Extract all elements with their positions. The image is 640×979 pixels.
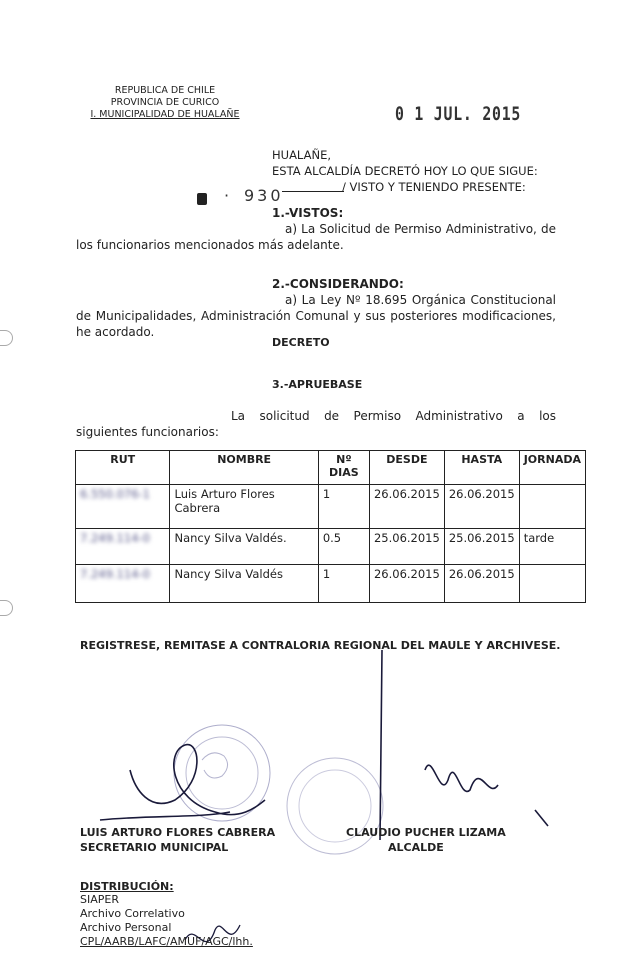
apruebase-heading: 3.-APRUEBASE [272, 378, 363, 391]
col-header-hasta: HASTA [444, 451, 519, 485]
mayor-name: CLAUDIO PUCHER LIZAMA [346, 826, 506, 839]
secretary-signature [100, 745, 265, 820]
table-header-row [76, 451, 586, 485]
considerando-heading: 2.-CONSIDERANDO: [272, 277, 404, 291]
col-header-desde: DESDE [369, 451, 444, 485]
table-row [76, 485, 586, 529]
visto-text: / VISTO Y TENIENDO PRESENTE: [342, 180, 526, 194]
distribucion-item: SIAPER [80, 893, 119, 906]
header-republica: REPUBLICA DE CHILE [114, 85, 216, 96]
permisos-table [75, 450, 586, 603]
distribucion-item: Archivo Personal [80, 921, 172, 934]
col-header-jornada: JORNADA [519, 451, 585, 485]
cell-jornada: tarde [519, 529, 585, 565]
header-municipalidad: I. MUNICIPALIDAD DE HUALAÑE [90, 109, 240, 120]
mayor-signature [380, 650, 548, 840]
decree-number-line [282, 191, 344, 192]
cell-desde: 26.06.2015 [369, 485, 444, 529]
cell-jornada [519, 565, 585, 603]
cell-hasta: 25.06.2015 [444, 529, 519, 565]
decree-mark [197, 193, 207, 205]
cell-rut: 7.249.114-0 [76, 565, 170, 603]
header-provincia: PROVINCIA DE CURICO [110, 97, 220, 108]
decreto-heading: DECRETO [272, 336, 330, 349]
secretary-title: SECRETARIO MUNICIPAL [80, 841, 229, 854]
date-stamp: 0 1 JUL. 2015 [395, 103, 522, 125]
cell-rut: 7.249.114-0 [76, 529, 170, 565]
cell-nombre: Nancy Silva Valdés [170, 565, 318, 603]
decree-number: 930 [244, 186, 284, 205]
vistos-heading: 1.-VISTOS: [272, 206, 344, 220]
place-label: HUALAÑE, [272, 148, 331, 162]
apruebase-text: La solicitud de Permiso Administrativo a los siguientes funcionarios: [76, 409, 556, 439]
considerando-text: a) La Ley Nº 18.695 Orgánica Constitucional de Municipalidades, Administración Comunal y sus posteriores modificaciones, he acordado. [76, 293, 556, 339]
table-row [76, 565, 586, 603]
cell-desde: 26.06.2015 [369, 565, 444, 603]
vistos-text: a) La Solicitud de Permiso Administrativo, de los funcionarios mencionados más adelante. [76, 222, 556, 252]
cell-dias: 0.5 [318, 529, 369, 565]
cell-dias: 1 [318, 485, 369, 529]
decree-prefix: · [224, 186, 230, 205]
closing-text: REGISTRESE, REMITASE A CONTRALORIA REGIONAL DEL MAULE Y ARCHIVESE. [80, 639, 561, 652]
cell-nombre: Luis Arturo Flores Cabrera [170, 485, 318, 529]
distribucion-item: CPL/AARB/LAFC/AMUF/AGC/lhh. [80, 935, 253, 948]
punch-hole [0, 330, 13, 346]
distribucion-heading: DISTRIBUCIÓN: [80, 880, 174, 893]
distribucion-item: Archivo Correlativo [80, 907, 185, 920]
cell-nombre: Nancy Silva Valdés. [170, 529, 318, 565]
secretary-seal [174, 725, 270, 821]
table-row [76, 529, 586, 565]
col-header-dias: Nº DIAS [318, 451, 369, 485]
mayor-title: ALCALDE [388, 841, 444, 854]
cell-rut: 6.550.076-1 [76, 485, 170, 529]
cell-desde: 25.06.2015 [369, 529, 444, 565]
punch-hole [0, 600, 13, 616]
col-header-nombre: NOMBRE [170, 451, 318, 485]
intro-text: ESTA ALCALDÍA DECRETÓ HOY LO QUE SIGUE: [272, 164, 538, 178]
cell-hasta: 26.06.2015 [444, 565, 519, 603]
secretary-name: LUIS ARTURO FLORES CABRERA [80, 826, 276, 839]
col-header-rut: RUT [76, 451, 170, 485]
cell-dias: 1 [318, 565, 369, 603]
cell-hasta: 26.06.2015 [444, 485, 519, 529]
cell-jornada [519, 485, 585, 529]
